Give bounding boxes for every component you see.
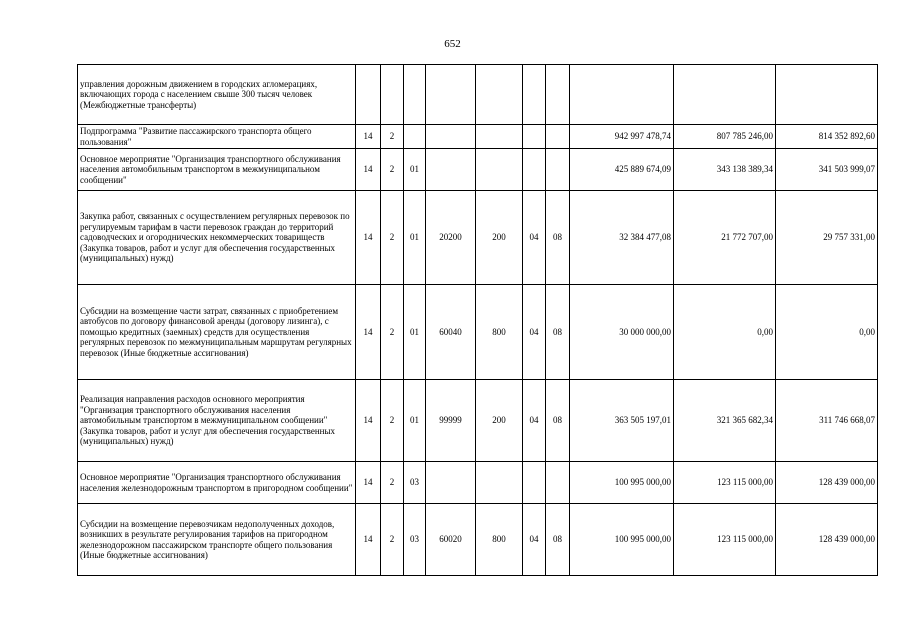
amount-year-2: 123 115 000,00	[674, 462, 776, 504]
expense-direction-code	[426, 125, 476, 149]
expense-direction-code	[426, 462, 476, 504]
program-code: 14	[356, 285, 381, 380]
subsection-code: 08	[546, 504, 570, 576]
row-name: Субсидии на возмещение части затрат, связанных с приобретением автобусов по договору финансовой аренды (договору лизинга), с помощью кредитных (заемных) средств для осуществления регулярных перевозок по межмуниципальным маршрутам регулярных перевозок (Иные бюджетные ассигнования)	[78, 285, 356, 380]
amount-year-1: 30 000 000,00	[570, 285, 674, 380]
subprogram-code: 2	[381, 380, 404, 462]
expense-direction-code: 20200	[426, 191, 476, 285]
amount-year-3: 128 439 000,00	[776, 504, 878, 576]
row-name: Реализация направления расходов основного мероприятия "Организация транспортного обслуживания населения автомобильным транспортом в межмуниципальном сообщении" (Закупка товаров, работ и услуг для обеспечения государственных (муниципальных) нужд)	[78, 380, 356, 462]
expense-type-code	[476, 65, 523, 125]
amount-year-3: 29 757 331,00	[776, 191, 878, 285]
section-code: 04	[523, 191, 546, 285]
section-code	[523, 149, 546, 191]
program-code: 14	[356, 504, 381, 576]
expense-direction-code: 99999	[426, 380, 476, 462]
row-name: Субсидии на возмещение перевозчикам недополученных доходов, возникших в результате регулирования тарифов на пригородном железнодорожном пассажирском транспорте общего пользования (Иные бюджетные ассигнования)	[78, 504, 356, 576]
activity-code	[404, 125, 426, 149]
subsection-code: 08	[546, 285, 570, 380]
amount-year-2: 807 785 246,00	[674, 125, 776, 149]
amount-year-1: 100 995 000,00	[570, 504, 674, 576]
row-name: Закупка работ, связанных с осуществлением регулярных перевозок по регулируемым тарифам в части перевозок граждан до территорий садоводческих и огороднических некоммерческих товариществ (Закупка товаров, работ и услуг для обеспечения государственных (муниципальных) нужд)	[78, 191, 356, 285]
activity-code: 01	[404, 380, 426, 462]
table-row	[78, 462, 878, 504]
row-name: Основное мероприятие "Организация транспортного обслуживания населения автомобильным транспортом в межмуниципальном сообщении"	[78, 149, 356, 191]
subprogram-code	[381, 65, 404, 125]
subsection-code	[546, 125, 570, 149]
subsection-code	[546, 149, 570, 191]
subprogram-code: 2	[381, 125, 404, 149]
activity-code: 03	[404, 504, 426, 576]
amount-year-2	[674, 65, 776, 125]
amount-year-1: 942 997 478,74	[570, 125, 674, 149]
amount-year-3	[776, 65, 878, 125]
activity-code: 01	[404, 285, 426, 380]
expense-direction-code: 60040	[426, 285, 476, 380]
subsection-code	[546, 65, 570, 125]
table-row	[78, 285, 878, 380]
program-code: 14	[356, 125, 381, 149]
expense-type-code	[476, 125, 523, 149]
row-name: управления дорожным движением в городских агломерациях, включающих города с населением свыше 300 тысяч человек (Межбюджетные трансферты)	[78, 65, 356, 125]
table-row	[78, 191, 878, 285]
expense-type-code: 200	[476, 191, 523, 285]
section-code: 04	[523, 380, 546, 462]
subprogram-code: 2	[381, 149, 404, 191]
subprogram-code: 2	[381, 462, 404, 504]
table-row	[78, 65, 878, 125]
row-name: Подпрограмма "Развитие пассажирского транспорта общего пользования"	[78, 125, 356, 149]
activity-code: 03	[404, 462, 426, 504]
section-code: 04	[523, 504, 546, 576]
program-code: 14	[356, 149, 381, 191]
amount-year-2: 343 138 389,34	[674, 149, 776, 191]
subsection-code: 08	[546, 191, 570, 285]
table-row	[78, 380, 878, 462]
amount-year-3: 341 503 999,07	[776, 149, 878, 191]
amount-year-1	[570, 65, 674, 125]
program-code: 14	[356, 191, 381, 285]
amount-year-2: 123 115 000,00	[674, 504, 776, 576]
subprogram-code: 2	[381, 504, 404, 576]
table-row	[78, 149, 878, 191]
program-code: 14	[356, 462, 381, 504]
amount-year-3: 311 746 668,07	[776, 380, 878, 462]
subsection-code	[546, 462, 570, 504]
table-row	[78, 125, 878, 149]
expense-direction-code	[426, 149, 476, 191]
program-code	[356, 65, 381, 125]
expense-direction-code: 60020	[426, 504, 476, 576]
expense-type-code: 200	[476, 380, 523, 462]
table-row	[78, 504, 878, 576]
section-code: 04	[523, 285, 546, 380]
amount-year-1: 32 384 477,08	[570, 191, 674, 285]
expense-type-code	[476, 149, 523, 191]
subprogram-code: 2	[381, 191, 404, 285]
activity-code: 01	[404, 149, 426, 191]
amount-year-1: 100 995 000,00	[570, 462, 674, 504]
amount-year-1: 425 889 674,09	[570, 149, 674, 191]
amount-year-1: 363 505 197,01	[570, 380, 674, 462]
section-code	[523, 125, 546, 149]
amount-year-2: 0,00	[674, 285, 776, 380]
amount-year-2: 321 365 682,34	[674, 380, 776, 462]
budget-table	[77, 64, 878, 576]
expense-type-code: 800	[476, 285, 523, 380]
amount-year-3: 814 352 892,60	[776, 125, 878, 149]
section-code	[523, 462, 546, 504]
expense-direction-code	[426, 65, 476, 125]
amount-year-3: 128 439 000,00	[776, 462, 878, 504]
row-name: Основное мероприятие "Организация транспортного обслуживания населения железнодорожным транспортом в пригородном сообщении"	[78, 462, 356, 504]
section-code	[523, 65, 546, 125]
expense-type-code: 800	[476, 504, 523, 576]
activity-code: 01	[404, 191, 426, 285]
amount-year-3: 0,00	[776, 285, 878, 380]
amount-year-2: 21 772 707,00	[674, 191, 776, 285]
subsection-code: 08	[546, 380, 570, 462]
expense-type-code	[476, 462, 523, 504]
page-number: 652	[444, 38, 461, 50]
program-code: 14	[356, 380, 381, 462]
activity-code	[404, 65, 426, 125]
subprogram-code: 2	[381, 285, 404, 380]
